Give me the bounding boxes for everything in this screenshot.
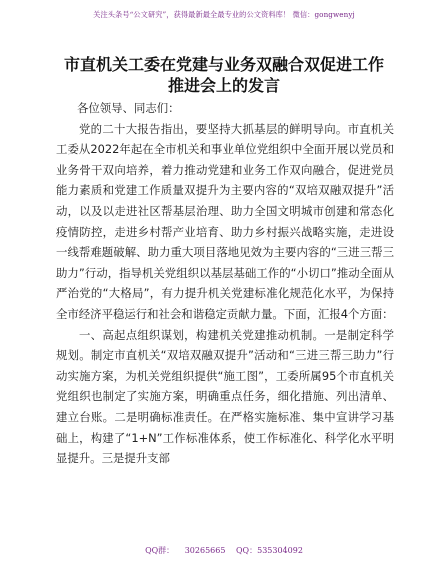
document-title (40, 54, 408, 96)
footer-banner: QQ群： 30265665 QQ：535304092 (145, 546, 303, 555)
document-body (56, 98, 394, 469)
greeting: 各位领导、同志们： (77, 101, 180, 115)
paragraph-section-one: 一、高起点组织谋划，构建机关党建推动机制。一是制定科学规划。制定市直机关“双培双融双提升”活动和“三进三帮三助力”行动实施方案，为机关党组织提供“施工图”，工委所属95个市直机关党组织也制定了实施方案，明确重点任务，细化措施、列出清单、建立台账。二是明确标准责任。在严格实施标准、集中宣讲学习基础上，构建了“1+N”工作标准体系，使工作标准化、科学化水平明显提升。三是提升支部 (56, 327, 394, 466)
title-line-1: 市直机关工委在党建与业务双融合双促进工作 (63, 55, 384, 74)
paragraph-intro: 党的二十大报告指出，要坚持大抓基层的鲜明导向。市直机关工委从2022年起在全市机关和事业单位党组织中全面开展以党员和业务骨干双向培养，着力推动党建和业务工作双向融合，促进党员能力素质和党建工作质量双提升为主要内容的“双培双融双提升”活动，以及以走进社区帮基层治理、助力全国文明城市创建和常态化疫情防控，走进乡村帮产业培育、助力乡村振兴战略实施，走进设一线帮难题破解、助力重大项目落地见效为主要内容的“三进三帮三助力”行动，指导机关党组织以基层基础工作的“小切口”推动全面从严治党的“大格局”，有力提升机关党建标准化规范化水平，为保持全市经济平稳运行和社会和谐稳定贡献力量。下面，汇报4个方面： (56, 121, 394, 321)
title-line-2: 推进会上的发言 (167, 76, 280, 95)
header-banner: 关注头条号“公文研究”，获得最新最全最专业的公文资料库！ 微信：gongwenyj (93, 10, 355, 19)
